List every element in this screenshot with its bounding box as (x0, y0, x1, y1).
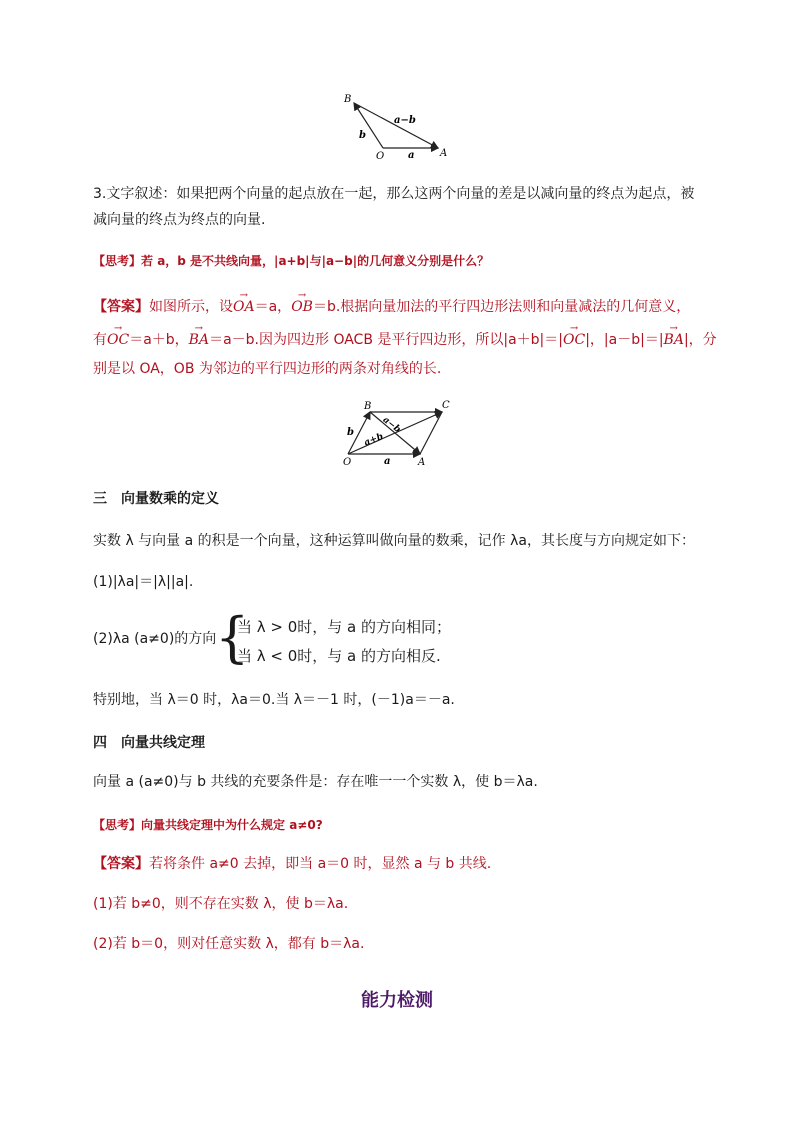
think-text: 向量共线定理中为什么规定 a≠0? (141, 818, 323, 832)
vector-label-b: b (359, 130, 366, 141)
vector-label-b: b (347, 427, 354, 438)
paragraph-3-line-1: 3.文字叙述：如果把两个向量的起点放在一起，那么这两个向量的差是以减向量的终点为起点，被 (93, 186, 695, 202)
vector-label-a: a (408, 150, 415, 161)
answer-2-line-1 (93, 854, 705, 874)
think-question-2 (93, 815, 705, 835)
answer-2-item-2: (2)若 b＝0，则对任意实数 λ，都有 b＝λa. (93, 936, 365, 952)
rule-2-case-positive: 当 λ > 0时，与 a 的方向相同； (237, 618, 452, 636)
vector-BA: → BA (189, 330, 209, 350)
vector-label-a-plus-b: a+b (362, 431, 385, 449)
answer-tag: 【答案】 (93, 856, 149, 872)
point-label-O: O (343, 457, 352, 468)
answer-1-line-1 (93, 297, 705, 317)
vector-OC: → OC (107, 330, 129, 350)
point-label-A: A (418, 457, 426, 468)
point-label-B: B (344, 94, 352, 105)
think-tag: 【思考】 (93, 254, 142, 268)
answer-text: 如图所示，设 (149, 299, 233, 315)
vector-OA: → OA (233, 297, 255, 317)
paragraph-3-line-2: 减向量的终点为终点的向量. (93, 212, 266, 228)
section-4-heading: 四 向量共线定理 (93, 735, 205, 751)
answer-text: 有 (93, 332, 107, 348)
point-label-C: C (442, 400, 450, 411)
answer-text: ＝a， (254, 299, 292, 315)
section-4-theorem: 向量 a (a≠0)与 b 共线的充要条件是：存在唯一一个实数 λ，使 b＝λa. (93, 774, 538, 790)
section-3-rule-2 (93, 608, 593, 668)
answer-1-line-2 (93, 330, 717, 350)
section-3-special-case: 特别地，当 λ＝0 时，λa＝0.当 λ＝－1 时，(－1)a＝－a. (93, 692, 455, 708)
answer-1-line-3: 别是以 OA，OB 为邻边的平行四边形的两条对角线的长. (93, 361, 442, 377)
point-label-O: O (376, 151, 385, 162)
vector-label-a-minus-b: a−b (380, 415, 403, 436)
vector-label-a-minus-b: a−b (394, 115, 416, 126)
side-AC (420, 412, 442, 454)
answer-text: |，|a－b|＝| (585, 332, 664, 348)
answer-2-item-1: (1)若 b≠0，则不存在实数 λ，使 b＝λa. (93, 896, 349, 912)
think-tag: 【思考】 (93, 818, 142, 832)
rule-2-case-negative: 当 λ < 0时，与 a 的方向相反. (237, 647, 441, 665)
figure-parallelogram (334, 396, 464, 468)
vector-BA-abs: → BA (664, 330, 684, 350)
answer-text: ＝b.根据向量加法的平行四边形法则和向量减法的几何意义， (312, 299, 691, 315)
vector-label-a: a (384, 456, 391, 467)
think-text: 若 a，b 是不共线向量，|a+b|与|a−b|的几何意义分别是什么？ (141, 254, 490, 268)
section-3-rule-1: (1)|λa|＝|λ||a|. (93, 574, 194, 590)
vector-OB: → OB (291, 297, 313, 317)
answer-text: 若将条件 a≠0 去掉，即当 a＝0 时，显然 a 与 b 共线. (149, 856, 492, 872)
think-question-1 (93, 251, 705, 271)
answer-text: ＝a－b.因为四边形 OACB 是平行四边形，所以|a＋b|＝| (209, 332, 563, 348)
section-3-definition: 实数 λ 与向量 a 的积是一个向量，这种运算叫做向量的数乘，记作 λa，其长度与方向规定如下： (93, 533, 695, 549)
vector-OC-abs: → OC (563, 330, 585, 350)
curly-brace: { (215, 606, 250, 669)
answer-text: ＝a＋b， (129, 332, 189, 348)
answer-tag: 【答案】 (93, 299, 149, 315)
figure-vector-difference (330, 88, 460, 163)
rule-2-label: (2)λa (a≠0)的方向 (93, 631, 217, 647)
section-3-heading: 三 向量数乘的定义 (93, 491, 219, 507)
section-title-ability-test: 能力检测 (361, 990, 433, 1011)
point-label-A: A (440, 148, 448, 159)
vector-b (354, 103, 383, 148)
answer-text: |，分 (683, 332, 717, 348)
point-label-B: B (364, 401, 372, 412)
